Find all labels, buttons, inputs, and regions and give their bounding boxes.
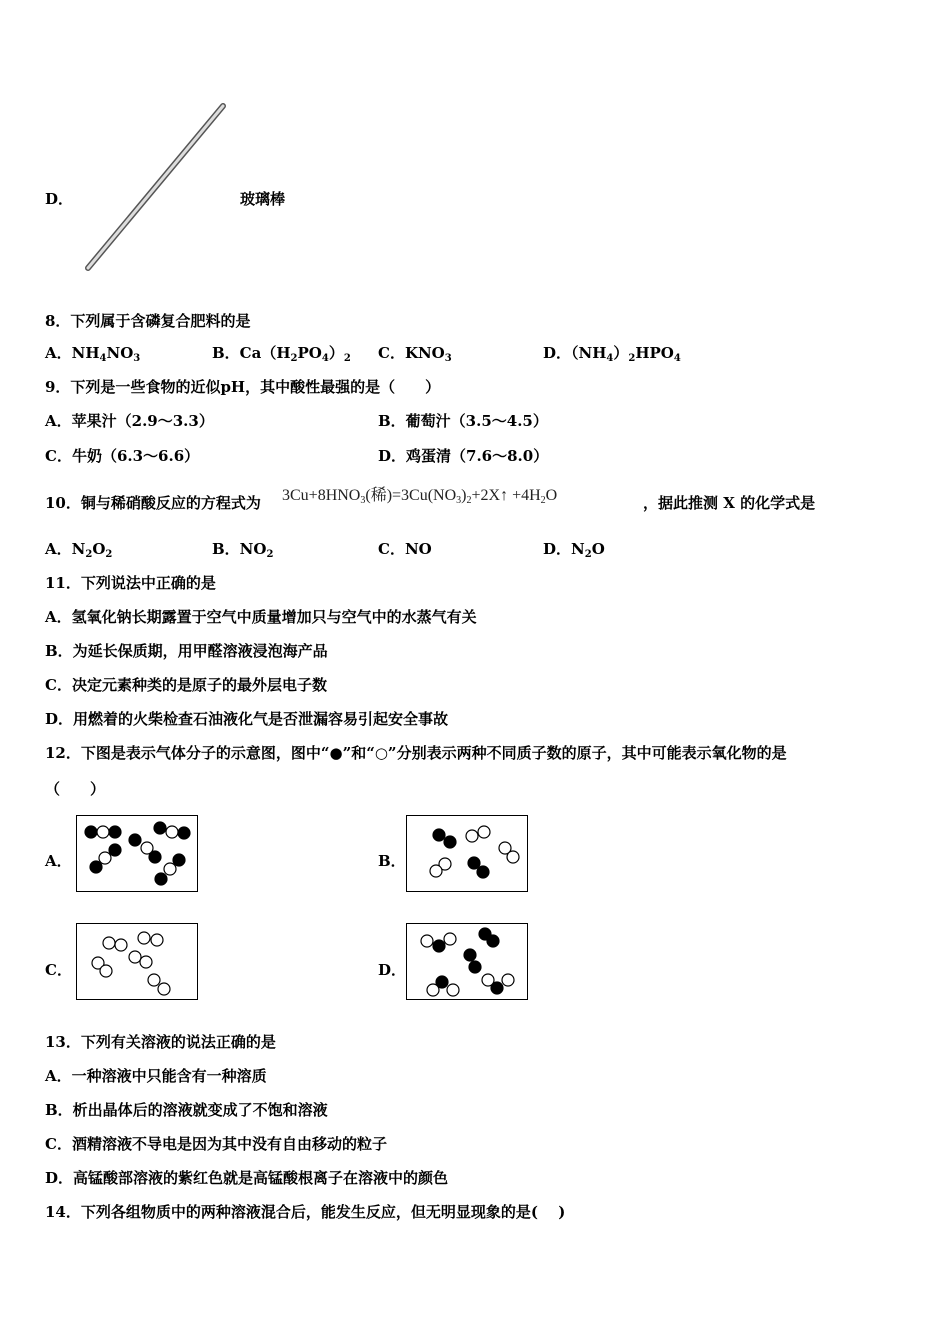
q12-stem: 12．下图是表示气体分子的示意图，图中“●”和“○”分别表示两种不同质子数的原子，其中可能表示氧化物的是 <box>45 744 787 762</box>
q10-stem-suffix: ，据此推测 X 的化学式是 <box>643 494 816 512</box>
q12-option-d-diagram <box>406 923 528 1000</box>
q12-option-a-label: A． <box>45 852 72 870</box>
q12-option-b-diagram <box>406 815 528 892</box>
q10-option-b: B．$NO_2$ <box>212 540 274 560</box>
q13-option-a: A．一种溶液中只能含有一种溶质 <box>45 1067 267 1085</box>
q11-stem: 11．下列说法中正确的是 <box>45 574 216 592</box>
q9-option-a: A．苹果汁（2.9～3.3） <box>45 412 214 430</box>
q7-option-d-text: 玻璃棒 <box>240 190 286 208</box>
q10-option-d: D．$N_2O$ <box>543 540 605 560</box>
q12-option-c-label: C． <box>45 961 72 979</box>
q8-stem: 8．下列属于含磷复合肥料的是 <box>45 312 251 330</box>
q8-option-b: B．$Ca(H_2PO_4)_2$ <box>212 344 351 364</box>
q12-option-c-diagram <box>76 923 198 1000</box>
q10-option-a: A．$N_2O_2$ <box>45 540 113 560</box>
q11-option-a: A．氢氧化钠长期露置于空气中质量增加只与空气中的水蒸气有关 <box>45 608 477 626</box>
q9-option-c: C．牛奶（6.3～6.6） <box>45 447 200 465</box>
q13-option-d: D．高锰酸部溶液的紫红色就是高锰酸根离子在溶液中的颜色 <box>45 1169 449 1187</box>
q9-stem: 9．下列是一些食物的近似pH，其中酸性最强的是（ ） <box>45 378 441 396</box>
q8-option-a: A．$NH_4NO_3$ <box>45 344 141 364</box>
q9-option-b: B．葡萄汁（3.5～4.5） <box>378 412 548 430</box>
q13-option-c: C．酒精溶液不导电是因为其中没有自由移动的粒子 <box>45 1135 387 1153</box>
q7-option-d-label: D． <box>45 190 74 208</box>
glass-rod-image <box>78 98 238 278</box>
q12-paren: （ ） <box>45 780 106 798</box>
q10-stem-prefix: 10．铜与稀硝酸反应的方程式为 <box>45 494 261 512</box>
q11-option-d: D．用燃着的火柴检查石油液化气是否泄漏容易引起安全事故 <box>45 710 449 728</box>
q13-option-b: B．析出晶体后的溶液就变成了不饱和溶液 <box>45 1101 328 1119</box>
q10-equation: $3Cu+8HNO_3$(稀)$=3Cu(NO_3)_2+2X↑ +4H_2O$ <box>282 487 558 506</box>
q11-option-b: B．为延长保质期，用甲醛溶液浸泡海产品 <box>45 642 328 660</box>
q13-stem: 13．下列有关溶液的说法正确的是 <box>45 1033 276 1051</box>
q11-option-c: C．决定元素种类的是原子的最外层电子数 <box>45 676 327 694</box>
q10-option-c: C．NO <box>378 540 432 558</box>
q12-option-a-diagram <box>76 815 198 892</box>
q8-option-c: C．$KNO_3$ <box>378 344 452 364</box>
q14-stem: 14．下列各组物质中的两种溶液混合后，能发生反应，但无明显现象的是( ) <box>45 1203 566 1221</box>
q12-option-b-label: B． <box>378 852 406 870</box>
q9-option-d: D．鸡蛋清（7.6～8.0） <box>378 447 549 465</box>
q8-option-d: D．$(NH_4)_2HPO_4$ <box>543 344 681 364</box>
q12-option-d-label: D． <box>378 961 407 979</box>
